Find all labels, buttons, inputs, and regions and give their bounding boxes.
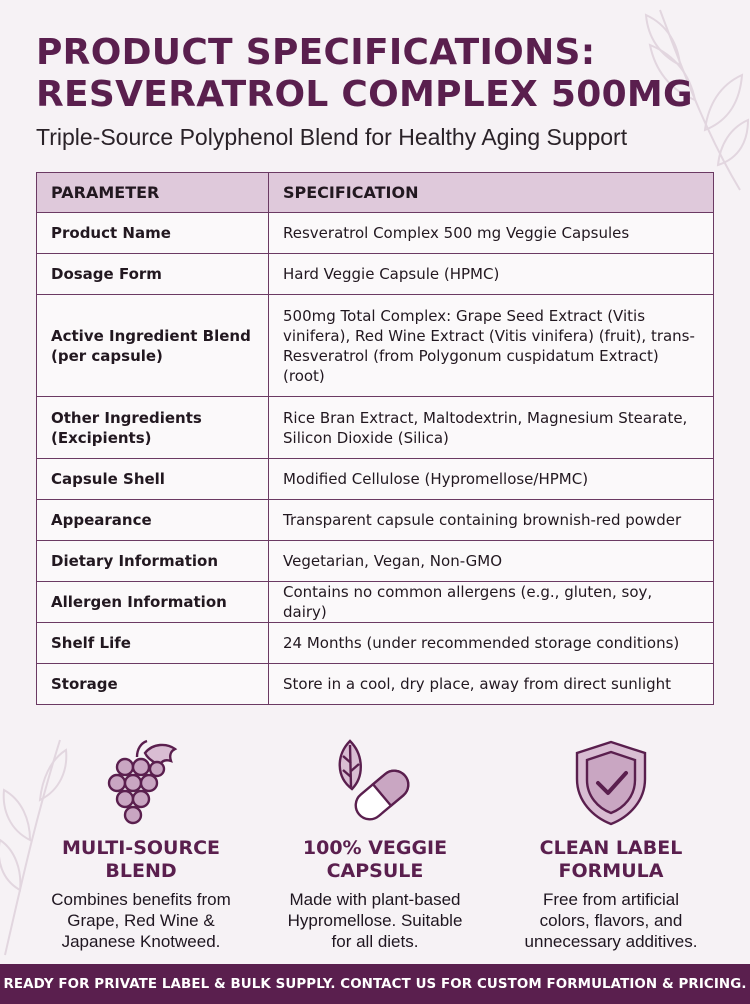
param-cell: Storage xyxy=(37,664,269,705)
spec-cell: Resveratrol Complex 500 mg Veggie Capsules xyxy=(269,213,714,254)
param-cell: Allergen Information xyxy=(37,582,269,623)
feature-clean-label xyxy=(496,735,726,952)
spec-cell: 500mg Total Complex: Grape Seed Extract (Vitis vinifera), Red Wine Extract (Vitis vinifera) (fruit), trans-Resveratrol (from Polygonum cuspidatum Extract) (root) xyxy=(269,295,714,397)
spec-cell: Vegetarian, Vegan, Non-GMO xyxy=(269,541,714,582)
table-row xyxy=(37,213,714,254)
spec-cell: 24 Months (under recommended storage conditions) xyxy=(269,623,714,664)
feature-description: Made with plant-based Hypromellose. Suitable for all diets. xyxy=(287,890,463,951)
spec-cell: Transparent capsule containing brownish-red powder xyxy=(269,500,714,541)
footer-text: READY FOR PRIVATE LABEL & BULK SUPPLY. CONTACT US FOR CUSTOM FORMULATION & PRICING. xyxy=(3,976,747,992)
param-cell: Dietary Information xyxy=(37,541,269,582)
title-line-1: PRODUCT SPECIFICATIONS: xyxy=(36,32,596,73)
title-line-2: RESVERATROL COMPLEX 500MG xyxy=(36,74,693,115)
spec-cell: Hard Veggie Capsule (HPMC) xyxy=(269,254,714,295)
param-cell: Other Ingredients (Excipients) xyxy=(37,397,269,459)
feature-title: 100% VEGGIE CAPSULE xyxy=(302,837,448,882)
table-row xyxy=(37,582,714,623)
spec-cell: Contains no common allergens (e.g., gluten, soy, dairy) xyxy=(269,582,714,623)
param-cell: Product Name xyxy=(37,213,269,254)
feature-title: CLEAN LABEL FORMULA xyxy=(539,837,683,882)
param-cell: Shelf Life xyxy=(37,623,269,664)
spec-cell: Store in a cool, dry place, away from direct sunlight xyxy=(269,664,714,705)
leaf-capsule-icon xyxy=(330,737,420,827)
table-row xyxy=(37,459,714,500)
spec-table xyxy=(36,172,714,705)
table-row xyxy=(37,541,714,582)
spec-cell: Modified Cellulose (Hypromellose/HPMC) xyxy=(269,459,714,500)
table-row xyxy=(37,664,714,705)
footer-banner xyxy=(0,964,750,1004)
feature-title: MULTI-SOURCE BLEND xyxy=(61,837,221,882)
page-subtitle: Triple-Source Polyphenol Blend for Healthy Aging Support xyxy=(36,124,628,150)
feature-description: Free from artificial colors, flavors, and unnecessary additives. xyxy=(524,890,698,951)
page-title xyxy=(36,32,714,116)
table-row xyxy=(37,295,714,397)
table-header-row xyxy=(37,173,714,213)
feature-section xyxy=(0,735,750,955)
param-cell: Appearance xyxy=(37,500,269,541)
column-header-parameter: PARAMETER xyxy=(37,173,269,213)
table-row xyxy=(37,397,714,459)
feature-description: Combines benefits from Grape, Red Wine & Japanese Knotweed. xyxy=(51,890,231,951)
shield-check-icon xyxy=(573,739,649,827)
feature-veggie-capsule xyxy=(260,735,490,952)
page-header xyxy=(36,32,714,151)
param-cell: Capsule Shell xyxy=(37,459,269,500)
spec-cell: Rice Bran Extract, Maltodextrin, Magnesium Stearate, Silicon Dioxide (Silica) xyxy=(269,397,714,459)
table-row xyxy=(37,623,714,664)
column-header-specification: SPECIFICATION xyxy=(269,173,714,213)
param-cell: Dosage Form xyxy=(37,254,269,295)
grapes-icon xyxy=(101,739,181,827)
feature-multi-source xyxy=(26,735,256,952)
table-row xyxy=(37,500,714,541)
param-cell: Active Ingredient Blend (per capsule) xyxy=(37,295,269,397)
table-row xyxy=(37,254,714,295)
